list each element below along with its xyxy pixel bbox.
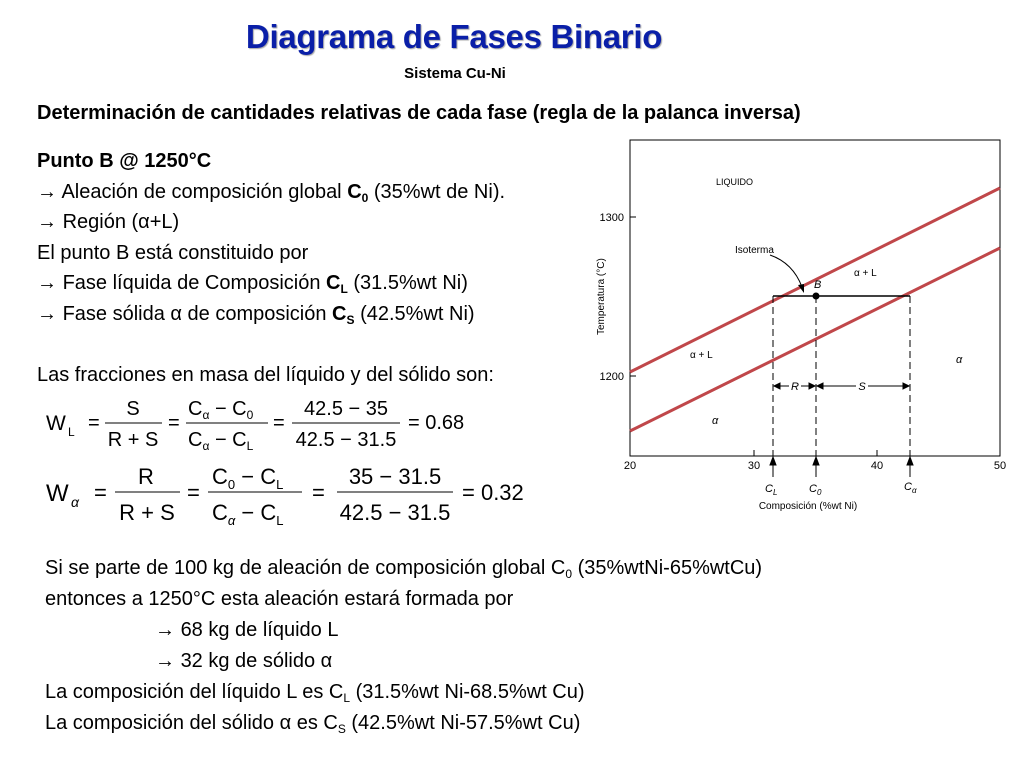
x-tick-20: 20 [623, 460, 637, 472]
y-tick-1300: 1300 [599, 212, 624, 224]
wl-frac1-den: R + S [107, 429, 159, 451]
wa-frac3-den: 42.5 − 31.5 [339, 500, 451, 525]
region-alpha-right: α [956, 354, 963, 366]
wl-eq-2: = [168, 412, 180, 434]
c0-label: $C_0$ [809, 483, 822, 497]
bottom-line-2: entonces a 1250°C esta aleación estará formada por [45, 588, 514, 610]
point-line-composition: → Aleación de composición global $C_0$ (35%wt de Ni). [37, 180, 506, 205]
lever-rule-formulas [40, 392, 580, 532]
wl-eq-1: = [88, 412, 100, 434]
arrow-right-icon: → [37, 211, 57, 233]
wl-label: W [46, 412, 66, 435]
wa-frac3-num: 35 − 31.5 [348, 464, 442, 489]
x-tick-30: 30 [747, 460, 761, 472]
wl-sub: L [68, 425, 75, 439]
cl-label: $C_L$ [765, 483, 778, 497]
bottom-line-3: → 68 kg de líquido L [155, 619, 339, 641]
section-heading: Determinación de cantidades relativas de cada fase (regla de la palanca inversa) [37, 102, 801, 124]
wl-frac3-num: 42.5 − 35 [304, 398, 388, 420]
wl-result: = 0.68 [408, 412, 465, 434]
x-tick-50: 50 [993, 460, 1007, 472]
x-axis-label: Composición (%wt Ni) [758, 501, 858, 512]
y-axis-label: Temperatura (°C) [596, 258, 607, 335]
arrow-right-icon: → [155, 619, 175, 641]
region-alpha-l-right: α + L [854, 268, 877, 279]
x-tick-40: 40 [870, 460, 884, 472]
arrow-right-icon: → [37, 302, 57, 325]
example-paragraph [45, 553, 762, 739]
wl-frac1-num: S [126, 398, 140, 420]
region-liquid-label: LIQUIDO [716, 177, 754, 187]
y-tick-1200: 1200 [599, 371, 624, 383]
wa-frac2-num: $C_0 - C_L$ [212, 464, 284, 492]
s-label: S [858, 381, 866, 393]
wa-result: = 0.32 [462, 480, 524, 505]
arrow-right-icon: → [37, 180, 57, 203]
bottom-line-4: → 32 kg de sólido α [155, 650, 333, 672]
wa-frac1-num: R [138, 464, 154, 489]
bottom-line-5: La composición del líquido L es $C_L$ (31.5%wt Ni-68.5%wt Cu) [45, 681, 585, 705]
wl-frac2-num: $C_\alpha - C_0$ [188, 398, 254, 422]
phase-diagram [588, 135, 1018, 520]
point-title: Punto B @ 1250°C [37, 150, 212, 172]
wl-frac3-den: 42.5 − 31.5 [295, 429, 397, 451]
arrow-right-icon: → [155, 650, 175, 672]
point-line-solid-phase: → Fase sólida α de composición $C_S$ (42.5%wt Ni) [37, 302, 475, 327]
point-b-label: B [814, 279, 822, 291]
wa-frac2-den: $C_\alpha - C_L$ [212, 500, 284, 528]
isotherm-label: Isoterma [735, 245, 774, 256]
bottom-line-6: La composición del sólido α es $C_S$ (42.5%wt Ni-57.5%wt Cu) [45, 712, 581, 736]
region-alpha-l-left: α + L [690, 350, 713, 361]
point-line-constituted: El punto B está constituido por [37, 241, 309, 264]
wa-eq-2: = [187, 480, 200, 505]
wa-eq-3: = [312, 480, 325, 505]
bottom-line-1: Si se parte de 100 kg de aleación de composición global $C_0$ (35%wtNi-65%wtCu) [45, 557, 763, 581]
point-description [37, 146, 505, 390]
arrow-right-icon: → [37, 272, 57, 294]
point-line-liquid-phase: → Fase líquida de Composición $C_L$ (31.5%wt Ni) [37, 272, 468, 296]
ca-label: $C_\alpha$ [904, 481, 917, 495]
fractions-intro: Las fracciones en masa del líquido y del sólido son: [37, 363, 494, 386]
point-line-region: → Región (α+L) [37, 211, 180, 233]
wa-frac1-den: R + S [119, 500, 175, 525]
page-subtitle: Sistema Cu-Ni [404, 65, 506, 82]
wl-eq-3: = [273, 412, 285, 434]
wa-eq-1: = [94, 480, 107, 505]
page-title: Diagrama de Fases Binario [245, 18, 663, 55]
wa-sub: α [71, 494, 79, 510]
wa-label: W [46, 480, 69, 507]
r-label: R [791, 381, 799, 393]
region-alpha-left: α [712, 415, 719, 427]
wl-frac2-den: $C_\alpha - C_L$ [188, 429, 254, 453]
